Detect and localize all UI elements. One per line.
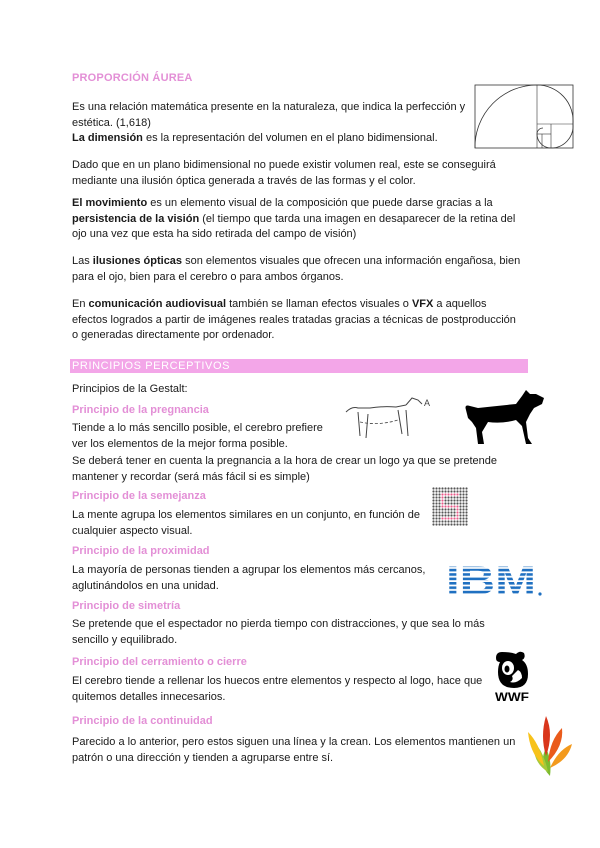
gestalt-intro: Principios de la Gestalt: bbox=[72, 383, 188, 395]
comunicacion-bold: comunicación audiovisual bbox=[88, 298, 227, 310]
grid-dot bbox=[435, 493, 437, 495]
grid-dot bbox=[465, 523, 467, 525]
grid-dot bbox=[453, 514, 455, 516]
grid-dot bbox=[459, 505, 461, 507]
grid-dot bbox=[462, 505, 464, 507]
grid-dot bbox=[453, 499, 455, 501]
grid-dot bbox=[456, 508, 458, 510]
grid-dot bbox=[450, 490, 452, 492]
grid-dot bbox=[438, 520, 440, 522]
grid-dot bbox=[459, 490, 461, 492]
paragraph-comunicacion bbox=[72, 297, 522, 344]
grid-dot bbox=[465, 496, 467, 498]
grid-dot bbox=[456, 511, 458, 513]
grid-dot bbox=[456, 487, 458, 489]
grid-dot bbox=[432, 514, 434, 516]
grid-dot bbox=[441, 517, 443, 519]
title-continuidad: Principio de la continuidad bbox=[72, 715, 213, 727]
comunicacion-pre: En bbox=[72, 298, 89, 310]
grid-dot bbox=[465, 490, 467, 492]
grid-dot bbox=[456, 493, 458, 495]
ilusiones-rest: son elementos visuales que ofrecen una información engañosa, bien para el ojo, bien para el cerebro o para ambos órganos. bbox=[72, 255, 521, 283]
grid-dot bbox=[447, 490, 449, 492]
grid-dot bbox=[444, 487, 446, 489]
grid-dot bbox=[453, 505, 455, 507]
grid-dot bbox=[435, 517, 437, 519]
grid-dot bbox=[465, 508, 467, 510]
text-pregnancia-logo: Se deberá tener en cuenta la pregnancia a la hora de crear un logo ya que se pretende mantener y recordar (será más fácil si es simple) bbox=[72, 455, 498, 483]
grid-dot bbox=[438, 493, 440, 495]
grid-dot bbox=[453, 487, 455, 489]
grid-dot bbox=[444, 508, 446, 510]
grid-dot bbox=[453, 502, 455, 504]
grid-dot bbox=[438, 517, 440, 519]
dog-sketch-label: A bbox=[424, 398, 431, 408]
text-proximidad: La mayoría de personas tienden a agrupar los elementos más cercanos, aglutinándolos en una unidad. bbox=[72, 564, 426, 592]
grid-dot bbox=[447, 493, 449, 495]
grid-dot bbox=[441, 520, 443, 522]
text-semejanza: La mente agrupa los elementos similares en un conjunto, en función de cualquier aspecto visual. bbox=[72, 509, 420, 537]
grid-dot bbox=[447, 517, 449, 519]
grid-dot bbox=[435, 523, 437, 525]
grid-dot bbox=[435, 487, 437, 489]
paragraph-ilusiones bbox=[72, 254, 524, 285]
title-semejanza: Principio de la semejanza bbox=[72, 490, 206, 502]
grid-dot bbox=[432, 496, 434, 498]
grid-dot bbox=[453, 517, 455, 519]
grid-dot bbox=[444, 502, 446, 504]
grid-dot bbox=[459, 508, 461, 510]
title-cierre: Principio del cerramiento o cierre bbox=[72, 656, 247, 668]
grid-dot bbox=[444, 490, 446, 492]
grid-dot bbox=[456, 520, 458, 522]
text-pregnancia bbox=[72, 421, 372, 452]
paragraph-volume: Dado que en un plano bidimensional no puede existir volumen real, este se conseguirá mediante una ilusión óptica generada a través de las formas y el color. bbox=[72, 159, 496, 187]
grid-dot bbox=[456, 514, 458, 516]
dog-silhouette-image bbox=[460, 388, 548, 448]
grid-dot bbox=[465, 499, 467, 501]
grid-dot bbox=[453, 490, 455, 492]
heading-proporcion-aurea: PROPORCIÓN ÁUREA bbox=[72, 72, 193, 84]
grid-dot bbox=[444, 505, 446, 507]
grid-dot bbox=[462, 493, 464, 495]
grid-dot bbox=[447, 511, 449, 513]
comunicacion-rest: a aquellos efectos logrados a partir de imágenes reales tratadas gracias a técnicas de postproducción o generadas directamente por ordenador. bbox=[72, 298, 516, 341]
grid-dot bbox=[459, 514, 461, 516]
grid-dot bbox=[450, 493, 452, 495]
pregnancia-line1: Tiende a lo más sencillo posible, el cerebro prefiere bbox=[72, 422, 323, 434]
grid-dot bbox=[447, 523, 449, 525]
grid-dot bbox=[435, 505, 437, 507]
grid-dot bbox=[441, 487, 443, 489]
grid-dot bbox=[435, 502, 437, 504]
grid-dot bbox=[462, 508, 464, 510]
ibm-logo-image bbox=[446, 560, 544, 600]
grid-dot bbox=[441, 523, 443, 525]
grid-dot bbox=[450, 487, 452, 489]
grid-dot bbox=[432, 517, 434, 519]
grid-dot bbox=[456, 505, 458, 507]
grid-dot bbox=[432, 520, 434, 522]
grid-dot bbox=[438, 496, 440, 498]
grid-dot bbox=[444, 517, 446, 519]
grid-dot bbox=[453, 508, 455, 510]
grid-dot bbox=[465, 502, 467, 504]
grid-dot bbox=[435, 520, 437, 522]
paragraph-movimiento bbox=[72, 196, 524, 243]
movimiento-mid: es un elemento visual de la composición que puede darse gracias a la bbox=[147, 197, 493, 209]
golden-spiral-diagram bbox=[474, 84, 574, 150]
grid-dot bbox=[465, 517, 467, 519]
grid-dot bbox=[450, 520, 452, 522]
grid-dot bbox=[447, 520, 449, 522]
grid-dot bbox=[459, 496, 461, 498]
grid-dot bbox=[453, 520, 455, 522]
grid-dot bbox=[441, 505, 443, 507]
grid-dot bbox=[432, 499, 434, 501]
grid-dot bbox=[441, 496, 443, 498]
grid-dot bbox=[432, 508, 434, 510]
grid-dot bbox=[459, 493, 461, 495]
grid-dot bbox=[453, 493, 455, 495]
grid-dot bbox=[432, 502, 434, 504]
grid-dot bbox=[462, 511, 464, 513]
grid-dot bbox=[444, 496, 446, 498]
grid-dot bbox=[465, 520, 467, 522]
grid-dot bbox=[435, 490, 437, 492]
text-simetria: Se pretende que el espectador no pierda tiempo con distracciones, y que sea lo más sencillo y equilibrado. bbox=[72, 618, 485, 646]
grid-dot bbox=[438, 502, 440, 504]
grid-dot bbox=[438, 490, 440, 492]
aurea-definition-text: Es una relación matemática presente en la naturaleza, que indica la perfección y estética. (1,618) bbox=[72, 101, 466, 129]
grid-dot bbox=[453, 523, 455, 525]
grid-dot bbox=[447, 502, 449, 504]
grid-dot bbox=[444, 523, 446, 525]
comunicacion-mid: también se llaman efectos visuales o bbox=[226, 298, 412, 310]
grid-dot bbox=[453, 511, 455, 513]
ibm-logo-text: IBM bbox=[446, 560, 536, 600]
grid-dot bbox=[462, 496, 464, 498]
grid-dot bbox=[447, 496, 449, 498]
grid-dot bbox=[450, 511, 452, 513]
text-cierre: El cerebro tiende a rellenar los huecos entre elementos y respecto al logo, hace que quitemos detalles innecesarios. bbox=[72, 675, 483, 703]
grid-dot bbox=[465, 493, 467, 495]
grid-dot bbox=[447, 499, 449, 501]
wwf-panda-logo-image bbox=[492, 648, 532, 704]
grid-dot bbox=[444, 493, 446, 495]
grid-dot bbox=[441, 508, 443, 510]
section-band-principios: PRINCIPIOS PERCEPTIVOS bbox=[70, 359, 528, 373]
grid-dot bbox=[450, 505, 452, 507]
grid-dot bbox=[450, 508, 452, 510]
grid-dot bbox=[435, 496, 437, 498]
grid-dot bbox=[432, 505, 434, 507]
grid-dot bbox=[456, 496, 458, 498]
grid-dot bbox=[438, 508, 440, 510]
paragraph-aurea-definition bbox=[72, 100, 472, 147]
grid-dot bbox=[462, 523, 464, 525]
title-simetria: Principio de simetría bbox=[72, 600, 181, 612]
ilusiones-bold: ilusiones ópticas bbox=[92, 255, 183, 267]
grid-dot bbox=[456, 490, 458, 492]
grid-dot bbox=[453, 496, 455, 498]
grid-dot bbox=[447, 487, 449, 489]
dimension-text: es la representación del volumen en el plano bidimensional. bbox=[142, 132, 438, 144]
wwf-logo-text: WWF bbox=[495, 690, 529, 704]
similarity-dot-grid-image bbox=[432, 487, 468, 527]
grid-dot bbox=[441, 493, 443, 495]
grid-dot bbox=[444, 520, 446, 522]
grid-dot bbox=[450, 499, 452, 501]
grid-dot bbox=[462, 514, 464, 516]
grid-dot bbox=[462, 490, 464, 492]
grid-dot bbox=[432, 523, 434, 525]
grid-dot bbox=[438, 505, 440, 507]
grid-dot bbox=[435, 514, 437, 516]
grid-dot bbox=[459, 499, 461, 501]
grid-dot bbox=[441, 499, 443, 501]
dimension-bold: La dimensión bbox=[72, 132, 143, 144]
pregnancia-line2: ver los elementos de la mejor forma posible. bbox=[72, 437, 288, 450]
ilusiones-pre: Las bbox=[72, 255, 93, 267]
grid-dot bbox=[438, 499, 440, 501]
grid-dot bbox=[450, 514, 452, 516]
grid-dot bbox=[459, 520, 461, 522]
grid-dot bbox=[447, 508, 449, 510]
grid-dot bbox=[462, 499, 464, 501]
grid-dot bbox=[444, 499, 446, 501]
grid-dot bbox=[450, 496, 452, 498]
grid-dot bbox=[435, 508, 437, 510]
grid-dot bbox=[462, 487, 464, 489]
vfx-bold: VFX bbox=[411, 298, 434, 310]
grid-dot bbox=[438, 487, 440, 489]
grid-dot bbox=[459, 511, 461, 513]
text-continuidad: Parecido a lo anterior, pero estos siguen una línea y la crean. Los elementos mantienen un patrón o una dirección y tienden a agruparse entre sí. bbox=[72, 736, 516, 764]
grid-dot bbox=[459, 517, 461, 519]
grid-dot bbox=[450, 523, 452, 525]
grid-dot bbox=[435, 511, 437, 513]
grid-dot bbox=[459, 487, 461, 489]
grid-dot bbox=[432, 511, 434, 513]
continuity-leaves-logo-image bbox=[528, 714, 574, 780]
title-pregnancia: Principio de la pregnancia bbox=[72, 404, 209, 416]
grid-dot bbox=[456, 517, 458, 519]
movimiento-bold: El movimiento bbox=[72, 197, 148, 209]
grid-dot bbox=[438, 514, 440, 516]
grid-dot bbox=[438, 523, 440, 525]
grid-dot bbox=[441, 502, 443, 504]
movimiento-rest: (el tiempo que tarda una imagen en desaparecer de la retina del ojo una vez que esta ha sido retirada del campo de visión) bbox=[72, 212, 516, 240]
grid-dot bbox=[444, 511, 446, 513]
grid-dot bbox=[435, 499, 437, 501]
persistencia-bold: persistencia de la visión bbox=[72, 212, 200, 225]
grid-dot bbox=[447, 505, 449, 507]
grid-dot bbox=[462, 517, 464, 519]
grid-dot bbox=[465, 505, 467, 507]
grid-dot bbox=[450, 517, 452, 519]
grid-dot bbox=[450, 502, 452, 504]
grid-dot bbox=[441, 511, 443, 513]
grid-dot bbox=[462, 502, 464, 504]
dog-sketch-image bbox=[342, 392, 434, 444]
grid-dot bbox=[462, 520, 464, 522]
grid-dot bbox=[447, 514, 449, 516]
grid-dot bbox=[432, 493, 434, 495]
grid-dot bbox=[465, 487, 467, 489]
grid-dot bbox=[465, 511, 467, 513]
grid-dot bbox=[432, 490, 434, 492]
grid-dot bbox=[456, 499, 458, 501]
grid-dot bbox=[459, 523, 461, 525]
grid-dot bbox=[441, 514, 443, 516]
grid-dot bbox=[441, 490, 443, 492]
grid-dot bbox=[444, 514, 446, 516]
grid-dot bbox=[456, 502, 458, 504]
title-proximidad: Principio de la proximidad bbox=[72, 545, 210, 557]
grid-dot bbox=[459, 502, 461, 504]
grid-dot bbox=[465, 514, 467, 516]
grid-dot bbox=[438, 511, 440, 513]
grid-dot bbox=[432, 487, 434, 489]
grid-dot bbox=[456, 523, 458, 525]
